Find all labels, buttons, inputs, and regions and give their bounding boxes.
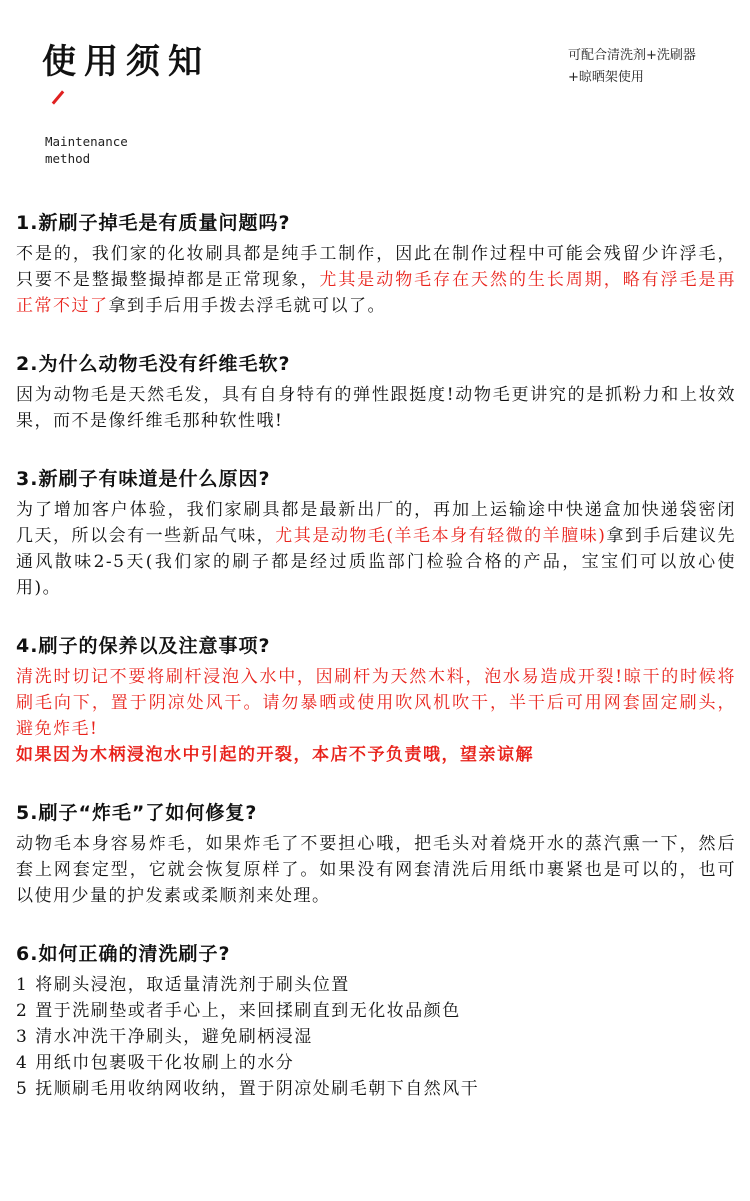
section-title: 1.新刷子掉毛是有质量问题吗? <box>16 212 291 234</box>
section-paragraph <box>16 497 736 601</box>
section-paragraph <box>16 241 736 319</box>
faq-section-4 <box>16 631 736 768</box>
list-item: 4 用纸巾包裹吸干化妆刷上的水分 <box>16 1053 295 1073</box>
paragraph-text: 不是的，我们家的化妆刷具都是纯手工制作，因此在制作过程中可能会残留少许浮毛，只要不是整撮整撮掉都是正常现象， <box>16 244 736 290</box>
warning-paragraph: 清洗时切记不要将刷杆浸泡入水中，因刷杆为天然木料，泡水易造成开裂!晾干的时候将刷毛向下，置于阴凉处风干。请勿暴晒或使用吹风机吹干，半干后可用网套固定刷头，避免炸毛! <box>16 667 736 739</box>
cleaning-steps-list <box>16 972 736 1102</box>
paragraph-text-tail: 拿到手后建议先通风散味2-5天(我们家的刷子都是经过质监部门检验合格的产品，宝宝们可以放心使用)。 <box>16 526 737 598</box>
faq-section-3 <box>16 464 736 601</box>
disclaimer-paragraph: 如果因为木柄浸泡水中引起的开裂，本店不予负责哦，望亲谅解 <box>16 745 534 765</box>
subtitle-line-1: Maintenance <box>45 134 128 149</box>
faq-section-2 <box>16 349 736 434</box>
list-item: 2 置于洗刷垫或者手心上，来回揉刷直到无化妆品颜色 <box>16 1001 461 1021</box>
subtitle-line-2: method <box>45 151 91 166</box>
faq-section-6 <box>16 939 736 1102</box>
paragraph-text: 为了增加客户体验，我们家刷具都是最新出厂的，再加上运输途中快递盒加快递袋密闭几天，所以会有一些新品气味， <box>16 500 736 546</box>
list-item: 1 将刷头浸泡，取适量清洗剂于刷头位置 <box>16 975 350 995</box>
highlight-text: 尤其是动物毛存在天然的生长周期，略有浮毛是再正常不过了 <box>16 270 737 316</box>
faq-section-1 <box>16 208 736 319</box>
section-title: 3.新刷子有味道是什么原因? <box>16 468 271 490</box>
section-paragraph: 因为动物毛是天然毛发，具有自身特有的弹性跟挺度!动物毛更讲究的是抓粉力和上妆效果，而不是像纤维毛那种软性哦! <box>16 385 736 431</box>
usage-note <box>568 45 748 89</box>
page-subtitle <box>45 133 128 167</box>
section-title: 5.刷子“炸毛”了如何修复? <box>16 802 258 824</box>
section-title: 2.为什么动物毛没有纤维毛软? <box>16 353 291 375</box>
usage-note-line-1: 可配合清洗剂+洗刷器 <box>568 48 696 63</box>
list-item: 5 抚顺刷毛用收纳网收纳，置于阴凉处刷毛朝下自然风干 <box>16 1079 480 1099</box>
faq-section-5 <box>16 798 736 909</box>
section-title: 4.刷子的保养以及注意事项? <box>16 635 271 657</box>
list-item: 3 清水冲洗干净刷头，避免刷柄浸湿 <box>16 1027 313 1047</box>
highlight-text: 尤其是动物毛(羊毛本身有轻微的羊膻味) <box>275 526 607 546</box>
usage-note-line-2: +晾晒架使用 <box>568 70 644 85</box>
accent-slash-icon <box>52 90 65 104</box>
page-title: 使用须知 <box>42 42 210 82</box>
faq-content <box>16 208 736 1132</box>
section-title: 6.如何正确的清洗刷子? <box>16 943 231 965</box>
paragraph-text-tail: 拿到手后用手拨去浮毛就可以了。 <box>108 296 386 316</box>
section-paragraph: 动物毛本身容易炸毛，如果炸毛了不要担心哦，把毛头对着烧开水的蒸汽熏一下，然后套上网套定型，它就会恢复原样了。如果没有网套清洗后用纸巾裹紧也是可以的，也可以使用少量的护发素或柔顺剂来处理。 <box>16 834 736 906</box>
